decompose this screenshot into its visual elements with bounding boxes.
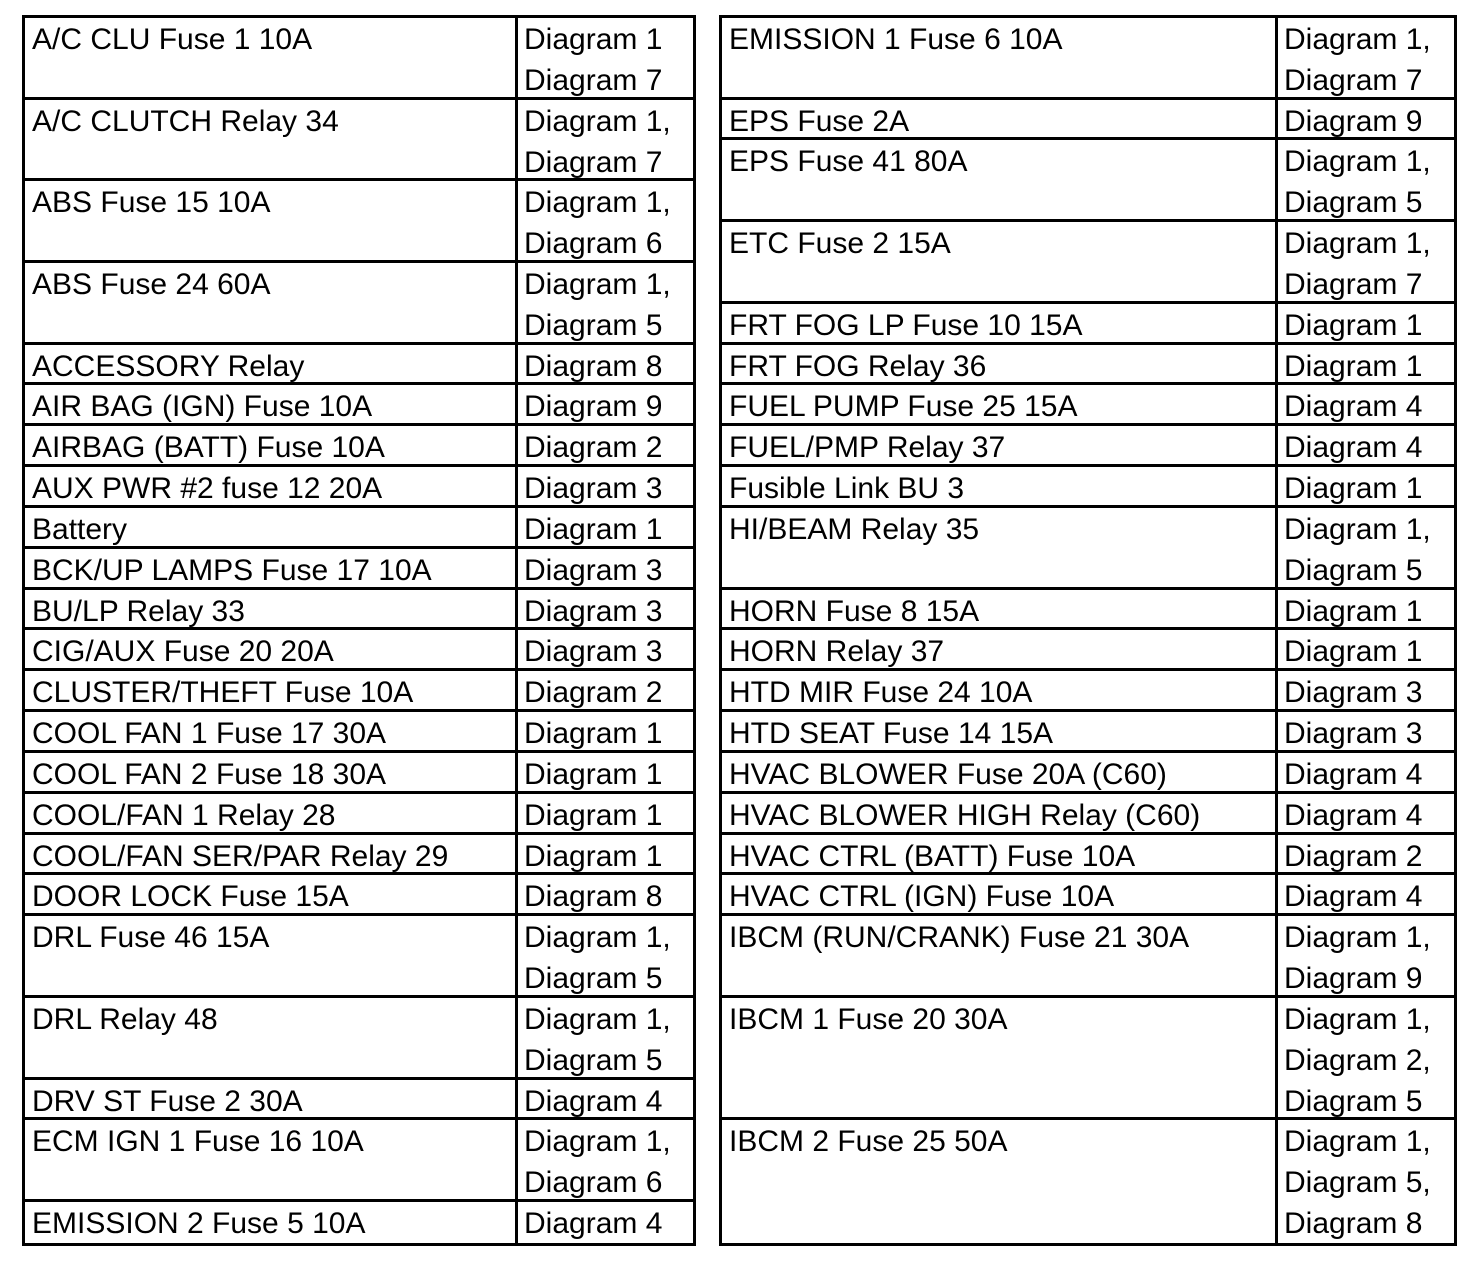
component-name-cell: HTD SEAT Fuse 14 15A: [729, 717, 1054, 750]
left-table-body: [25, 18, 693, 1243]
table-row: [722, 222, 1454, 304]
table-row: [25, 590, 693, 631]
component-name-cell: ECM IGN 1 Fuse 16 10A: [32, 1125, 364, 1159]
table-row: [25, 875, 693, 916]
diagram-reference-cell: Diagram 4: [1275, 875, 1454, 913]
table-row: [25, 1120, 693, 1202]
table-row: [722, 835, 1454, 876]
component-name-cell: COOL FAN 1 Fuse 17 30A: [32, 717, 387, 750]
table-row: [25, 753, 693, 794]
table-row: [722, 345, 1454, 386]
component-name-cell: A/C CLU Fuse 1 10A: [32, 23, 313, 56]
component-name-cell: COOL/FAN 1 Relay 28: [32, 798, 336, 832]
component-name-cell: FRT FOG LP Fuse 10 15A: [729, 308, 1083, 342]
diagram-reference-cell: Diagram 3: [515, 467, 693, 505]
diagram-reference-cell: Diagram 1, Diagram 9: [1275, 916, 1454, 995]
component-name-cell: IBCM 1 Fuse 20 30A: [729, 1002, 1008, 1036]
diagram-reference-cell: Diagram 2: [515, 426, 693, 464]
table-row: [25, 998, 693, 1080]
table-row: [25, 1080, 693, 1121]
component-name-cell: BU/LP Relay 33: [32, 594, 245, 628]
component-name-cell: BCK/UP LAMPS Fuse 17 10A: [32, 553, 432, 587]
component-name-cell: HVAC CTRL (BATT) Fuse 10A: [729, 839, 1136, 873]
diagram-reference-cell: Diagram 1, Diagram 5: [515, 998, 693, 1077]
diagram-reference-cell: Diagram 1: [515, 835, 693, 873]
diagram-reference-cell: Diagram 4: [1275, 794, 1454, 832]
diagram-reference-cell: Diagram 3: [1275, 712, 1454, 750]
component-name-cell: CIG/AUX Fuse 20 20A: [32, 635, 334, 669]
table-row: [722, 304, 1454, 345]
diagram-reference-cell: Diagram 2: [1275, 835, 1454, 873]
diagram-reference-cell: Diagram 8: [515, 345, 693, 383]
diagram-reference-cell: Diagram 4: [1275, 426, 1454, 464]
table-row: [722, 753, 1454, 794]
component-name-cell: EPS Fuse 41 80A: [729, 145, 968, 179]
component-name-cell: COOL FAN 2 Fuse 18 30A: [32, 757, 387, 791]
table-row: [25, 835, 693, 876]
table-row: [25, 549, 693, 590]
diagram-reference-cell: Diagram 2: [515, 671, 693, 709]
table-row: [25, 794, 693, 835]
table-row: [722, 385, 1454, 426]
table-row: [25, 1202, 693, 1243]
table-row: [722, 1120, 1454, 1243]
diagram-reference-cell: Diagram 1: [1275, 590, 1454, 628]
table-row: [722, 916, 1454, 998]
diagram-reference-cell: Diagram 3: [515, 549, 693, 587]
diagram-reference-cell: Diagram 1: [515, 712, 693, 750]
component-name-cell: Fusible Link BU 3: [729, 472, 965, 505]
component-name-cell: ACCESSORY Relay: [32, 349, 305, 383]
component-name-cell: HTD MIR Fuse 24 10A: [729, 676, 1033, 710]
component-name-cell: A/C CLUTCH Relay 34: [32, 104, 339, 138]
table-row: [25, 263, 693, 345]
component-name-cell: EPS Fuse 2A: [729, 104, 910, 138]
diagram-reference-cell: Diagram 1: [515, 753, 693, 791]
table-row: [722, 875, 1454, 916]
diagram-reference-cell: Diagram 4: [1275, 385, 1454, 423]
component-name-cell: Battery: [32, 512, 128, 546]
component-name-cell: EMISSION 2 Fuse 5 10A: [32, 1207, 366, 1241]
diagram-reference-cell: Diagram 1: [1275, 304, 1454, 342]
right-table: [719, 15, 1457, 1246]
table-row: [25, 467, 693, 508]
table-row: [25, 712, 693, 753]
diagram-reference-cell: Diagram 1, Diagram 5: [1275, 508, 1454, 587]
component-name-cell: HI/BEAM Relay 35: [729, 512, 980, 546]
diagram-reference-cell: Diagram 3: [515, 590, 693, 628]
table-row: [722, 18, 1454, 100]
component-name-cell: FUEL/PMP Relay 37: [729, 431, 1006, 465]
diagram-reference-cell: Diagram 3: [1275, 671, 1454, 709]
diagram-reference-cell: Diagram 1: [515, 508, 693, 546]
diagram-reference-cell: Diagram 9: [515, 385, 693, 423]
diagram-reference-cell: Diagram 1, Diagram 5: [1275, 140, 1454, 219]
component-name-cell: CLUSTER/THEFT Fuse 10A: [32, 676, 414, 710]
component-name-cell: DRL Fuse 46 15A: [32, 921, 270, 955]
diagram-reference-cell: Diagram 1, Diagram 5: [515, 916, 693, 995]
component-name-cell: HVAC CTRL (IGN) Fuse 10A: [729, 880, 1115, 914]
diagram-reference-cell: Diagram 1: [515, 794, 693, 832]
diagram-reference-cell: Diagram 1, Diagram 2, Diagram 5: [1275, 998, 1454, 1118]
table-row: [25, 181, 693, 263]
diagram-reference-cell: Diagram 1, Diagram 6: [515, 181, 693, 260]
table-row: [25, 18, 693, 100]
component-name-cell: ABS Fuse 15 10A: [32, 186, 271, 220]
table-row: [722, 590, 1454, 631]
table-row: [722, 508, 1454, 590]
diagram-reference-cell: Diagram 1, Diagram 7: [515, 100, 693, 179]
diagram-reference-cell: Diagram 1, Diagram 6: [515, 1120, 693, 1199]
diagram-reference-cell: Diagram 1, Diagram 7: [1275, 18, 1454, 97]
table-row: [25, 508, 693, 549]
component-name-cell: FRT FOG Relay 36: [729, 349, 987, 383]
component-name-cell: DRV ST Fuse 2 30A: [32, 1084, 303, 1118]
table-row: [25, 385, 693, 426]
diagram-reference-cell: Diagram 1, Diagram 5: [515, 263, 693, 342]
diagram-reference-cell: Diagram 1: [1275, 467, 1454, 505]
component-name-cell: DOOR LOCK Fuse 15A: [32, 880, 349, 914]
table-row: [25, 630, 693, 671]
component-name-cell: HVAC BLOWER HIGH Relay (C60): [729, 798, 1201, 832]
diagram-reference-cell: Diagram 4: [515, 1202, 693, 1243]
component-name-cell: AIRBAG (BATT) Fuse 10A: [32, 431, 385, 465]
diagram-reference-cell: Diagram 4: [515, 1080, 693, 1118]
component-name-cell: ETC Fuse 2 15A: [729, 227, 951, 261]
diagram-reference-cell: Diagram 1 Diagram 7: [515, 18, 693, 97]
table-row: [722, 140, 1454, 222]
table-row: [722, 998, 1454, 1121]
left-table: [22, 15, 696, 1246]
component-name-cell: COOL/FAN SER/PAR Relay 29: [32, 839, 449, 873]
component-name-cell: IBCM 2 Fuse 25 50A: [729, 1125, 1008, 1159]
diagram-reference-cell: Diagram 1: [1275, 630, 1454, 668]
table-row: [722, 426, 1454, 467]
diagram-reference-cell: Diagram 1: [1275, 345, 1454, 383]
diagram-reference-cell: Diagram 1, Diagram 5, Diagram 8: [1275, 1120, 1454, 1243]
table-row: [722, 630, 1454, 671]
table-row: [25, 916, 693, 998]
diagram-reference-cell: Diagram 3: [515, 630, 693, 668]
diagram-reference-cell: Diagram 4: [1275, 753, 1454, 791]
table-row: [25, 671, 693, 712]
component-name-cell: AIR BAG (IGN) Fuse 10A: [32, 390, 373, 424]
component-name-cell: HORN Relay 37: [729, 635, 945, 669]
component-name-cell: IBCM (RUN/CRANK) Fuse 21 30A: [729, 921, 1190, 955]
component-name-cell: DRL Relay 48: [32, 1002, 218, 1036]
table-row: [722, 794, 1454, 835]
table-row: [722, 712, 1454, 753]
component-name-cell: ABS Fuse 24 60A: [32, 267, 271, 301]
table-row: [722, 671, 1454, 712]
table-row: [25, 345, 693, 386]
component-name-cell: HVAC BLOWER Fuse 20A (C60): [729, 757, 1167, 791]
component-name-cell: HORN Fuse 8 15A: [729, 594, 980, 628]
table-row: [25, 426, 693, 467]
component-name-cell: EMISSION 1 Fuse 6 10A: [729, 23, 1063, 56]
table-row: [722, 100, 1454, 141]
right-table-body: [722, 18, 1454, 1243]
component-name-cell: FUEL PUMP Fuse 25 15A: [729, 390, 1078, 424]
component-name-cell: AUX PWR #2 fuse 12 20A: [32, 472, 383, 505]
diagram-reference-cell: Diagram 9: [1275, 100, 1454, 138]
diagram-reference-cell: Diagram 1, Diagram 7: [1275, 222, 1454, 301]
table-row: [722, 467, 1454, 508]
diagram-reference-cell: Diagram 8: [515, 875, 693, 913]
table-row: [25, 100, 693, 182]
